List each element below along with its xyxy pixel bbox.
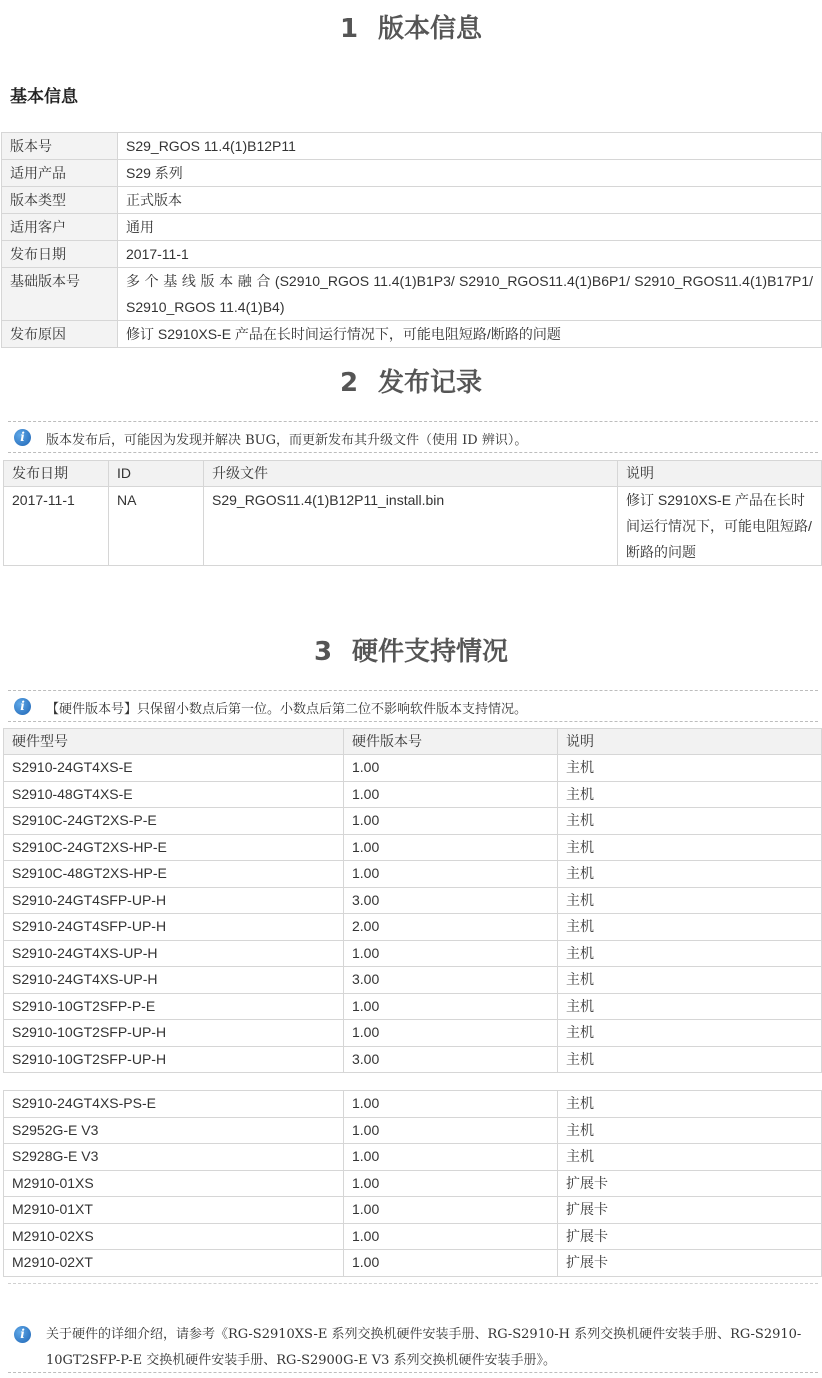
hardware-model: M2910-02XS — [4, 1223, 344, 1250]
hardware-desc: 扩展卡 — [558, 1223, 822, 1250]
col-header: 硬件版本号 — [344, 729, 558, 755]
info-row — [2, 133, 822, 160]
release-id: NA — [109, 487, 204, 566]
table-row — [4, 861, 822, 888]
hardware-table-continued — [3, 1090, 822, 1277]
table-header-row — [4, 729, 822, 755]
hardware-model: S2910-10GT2SFP-P-E — [4, 993, 344, 1020]
info-value: 通用 — [118, 214, 822, 241]
section-1-title — [0, 12, 822, 46]
hardware-model: S2910C-24GT2XS-HP-E — [4, 834, 344, 861]
hardware-desc: 主机 — [558, 993, 822, 1020]
hardware-desc: 主机 — [558, 940, 822, 967]
hardware-model: S2910-48GT4XS-E — [4, 781, 344, 808]
hardware-desc: 主机 — [558, 887, 822, 914]
hardware-table — [3, 728, 822, 1073]
hardware-desc: 扩展卡 — [558, 1197, 822, 1224]
info-value: 多 个 基 线 版 本 融 合 (S2910_RGOS 11.4(1)B1P3/ S2910_RGOS11.4(1)B6P1/ S2910_RGOS11.4(1)B17P1/ S2910_RGOS 11.4(1)B4) — [118, 268, 822, 321]
hardware-version-note — [8, 690, 818, 722]
hardware-model: S2910-24GT4XS-E — [4, 755, 344, 782]
table-row — [4, 781, 822, 808]
hardware-desc: 主机 — [558, 834, 822, 861]
col-header: 升级文件 — [204, 461, 618, 487]
hardware-model: S2910-24GT4XS-UP-H — [4, 940, 344, 967]
hardware-version: 1.00 — [344, 1117, 558, 1144]
hardware-desc: 扩展卡 — [558, 1170, 822, 1197]
info-row — [2, 214, 822, 241]
table-row — [4, 808, 822, 835]
info-value: 修订 S2910XS-E 产品在长时间运行情况下，可能电阻短路/断路的问题 — [118, 321, 822, 348]
table-row — [4, 834, 822, 861]
info-row — [2, 241, 822, 268]
hardware-desc: 主机 — [558, 808, 822, 835]
hardware-version: 1.00 — [344, 1197, 558, 1224]
section-title-text: 发布记录 — [378, 368, 483, 398]
hardware-version: 1.00 — [344, 1223, 558, 1250]
info-value: 正式版本 — [118, 187, 822, 214]
table-row — [4, 1170, 822, 1197]
hardware-note-text: 【硬件版本号】只保留小数点后第一位。小数点后第二位不影响软件版本支持情况。 — [46, 702, 528, 717]
info-key: 发布原因 — [2, 321, 118, 348]
hardware-desc: 主机 — [558, 861, 822, 888]
info-icon: i — [14, 1326, 31, 1343]
table-row — [4, 1117, 822, 1144]
info-value: 2017-11-1 — [118, 241, 822, 268]
hardware-version: 1.00 — [344, 993, 558, 1020]
table-row — [4, 993, 822, 1020]
hardware-model: S2910-24GT4SFP-UP-H — [4, 914, 344, 941]
col-header: 说明 — [618, 461, 822, 487]
table-row — [4, 1046, 822, 1073]
info-value: S29_RGOS 11.4(1)B12P11 — [118, 133, 822, 160]
hardware-manual-note — [8, 1283, 818, 1373]
hardware-model: S2910-24GT4SFP-UP-H — [4, 887, 344, 914]
hardware-model: S2910-10GT2SFP-UP-H — [4, 1046, 344, 1073]
hardware-desc: 扩展卡 — [558, 1250, 822, 1277]
table-header-row — [4, 461, 822, 487]
hardware-version: 3.00 — [344, 1046, 558, 1073]
hardware-version: 1.00 — [344, 861, 558, 888]
hardware-version: 1.00 — [344, 1144, 558, 1171]
hardware-version: 1.00 — [344, 1020, 558, 1047]
section-number: 3 — [313, 637, 333, 667]
hardware-model: S2910-24GT4XS-PS-E — [4, 1091, 344, 1118]
info-key: 版本号 — [2, 133, 118, 160]
hardware-model: S2952G-E V3 — [4, 1117, 344, 1144]
info-row — [2, 187, 822, 214]
hardware-desc: 主机 — [558, 967, 822, 994]
info-row — [2, 160, 822, 187]
table-row — [4, 1144, 822, 1171]
hardware-version: 2.00 — [344, 914, 558, 941]
section-number: 2 — [339, 368, 359, 398]
hardware-version: 1.00 — [344, 1170, 558, 1197]
basic-info-heading: 基本信息 — [10, 87, 78, 107]
hardware-model: S2910C-24GT2XS-P-E — [4, 808, 344, 835]
hardware-model: S2910C-48GT2XS-HP-E — [4, 861, 344, 888]
hardware-manual-text: 关于硬件的详细介绍，请参考《RG-S2910XS-E 系列交换机硬件安装手册、RG-S2910-H 系列交换机硬件安装手册、RG-S2910-10GT2SFP-P-E 交换机硬件安装手册、RG-S2900G-E V3 系列交换机硬件安装手册》。 — [46, 1327, 802, 1368]
table-row — [4, 1197, 822, 1224]
hardware-version: 1.00 — [344, 834, 558, 861]
release-note — [8, 421, 818, 453]
hardware-desc: 主机 — [558, 914, 822, 941]
table-row — [4, 914, 822, 941]
hardware-model: M2910-01XT — [4, 1197, 344, 1224]
hardware-model: M2910-01XS — [4, 1170, 344, 1197]
hardware-version: 1.00 — [344, 781, 558, 808]
section-2-title — [0, 366, 822, 400]
hardware-desc: 主机 — [558, 755, 822, 782]
info-key: 版本类型 — [2, 187, 118, 214]
info-row — [2, 321, 822, 348]
info-key: 适用客户 — [2, 214, 118, 241]
col-header: 发布日期 — [4, 461, 109, 487]
release-record-table — [3, 460, 822, 566]
col-header: 硬件型号 — [4, 729, 344, 755]
hardware-version: 1.00 — [344, 940, 558, 967]
hardware-version: 1.00 — [344, 808, 558, 835]
table-row — [4, 967, 822, 994]
info-icon: i — [14, 698, 31, 715]
hardware-desc: 主机 — [558, 1091, 822, 1118]
info-key: 发布日期 — [2, 241, 118, 268]
info-icon: i — [14, 429, 31, 446]
section-title-text: 硬件支持情况 — [352, 637, 509, 667]
hardware-desc: 主机 — [558, 781, 822, 808]
table-row — [4, 940, 822, 967]
hardware-desc: 主机 — [558, 1046, 822, 1073]
release-desc: 修订 S2910XS-E 产品在长时间运行情况下，可能电阻短路/断路的问题 — [618, 487, 822, 566]
col-header: 说明 — [558, 729, 822, 755]
hardware-version: 3.00 — [344, 887, 558, 914]
table-row — [4, 1223, 822, 1250]
hardware-version: 1.00 — [344, 755, 558, 782]
hardware-model: S2928G-E V3 — [4, 1144, 344, 1171]
version-info-table — [1, 132, 822, 348]
hardware-version: 1.00 — [344, 1250, 558, 1277]
info-key: 基础版本号 — [2, 268, 118, 321]
info-value: S29 系列 — [118, 160, 822, 187]
upgrade-file: S29_RGOS11.4(1)B12P11_install.bin — [204, 487, 618, 566]
hardware-desc: 主机 — [558, 1020, 822, 1047]
info-row — [2, 268, 822, 321]
table-row — [4, 487, 822, 566]
section-number: 1 — [339, 14, 359, 44]
table-row — [4, 1020, 822, 1047]
hardware-version: 1.00 — [344, 1091, 558, 1118]
hardware-desc: 主机 — [558, 1144, 822, 1171]
hardware-model: M2910-02XT — [4, 1250, 344, 1277]
col-header: ID — [109, 461, 204, 487]
table-row — [4, 887, 822, 914]
info-key: 适用产品 — [2, 160, 118, 187]
section-title-text: 版本信息 — [378, 14, 483, 44]
section-3-title — [0, 635, 822, 669]
table-row — [4, 755, 822, 782]
hardware-model: S2910-24GT4XS-UP-H — [4, 967, 344, 994]
hardware-version: 3.00 — [344, 967, 558, 994]
release-note-text: 版本发布后，可能因为发现并解决 BUG，而更新发布其升级文件（使用 ID 辨识）。 — [46, 433, 528, 448]
hardware-desc: 主机 — [558, 1117, 822, 1144]
hardware-model: S2910-10GT2SFP-UP-H — [4, 1020, 344, 1047]
table-row — [4, 1091, 822, 1118]
table-row — [4, 1250, 822, 1277]
release-date: 2017-11-1 — [4, 487, 109, 566]
